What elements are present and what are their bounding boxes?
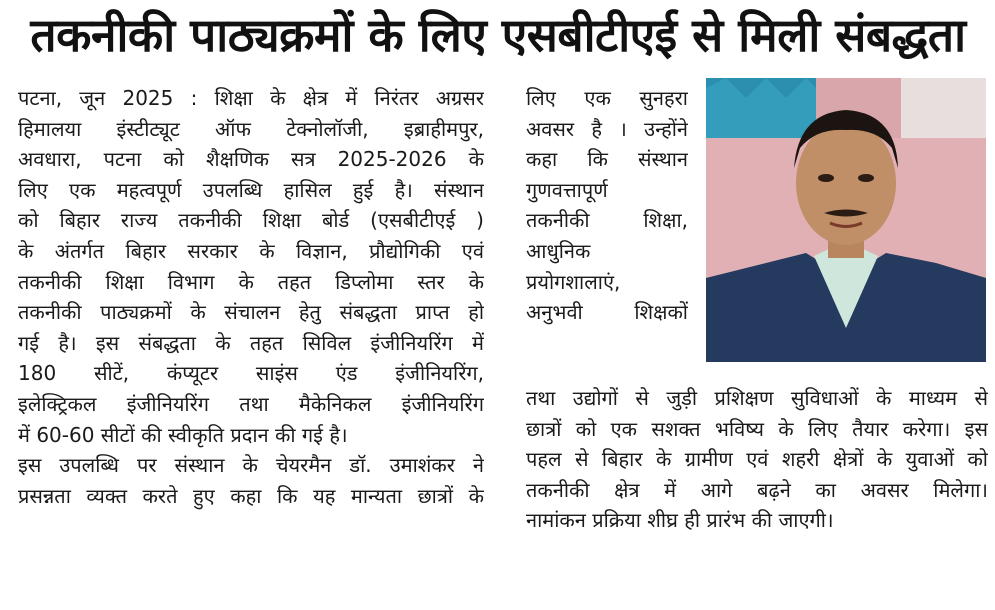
text-line: अवसर है । उन्होंने <box>526 116 688 141</box>
text-line: तकनीकी शिक्षा विभाग के तहत डिप्लोमा स्तर के <box>18 269 484 294</box>
article-right-wide-column <box>526 383 988 536</box>
text-line: 180 सीटें, कंप्यूटर साइंस एंड इंजीनियरिंग, <box>18 361 484 386</box>
text-line: लिए एक सुनहरा <box>526 86 688 110</box>
text-line: गई है। इस संबद्धता के तहत सिविल इंजीनियरिंग में <box>18 330 484 355</box>
chairman-portrait-photo <box>706 78 986 362</box>
text-line: नामांकन प्रक्रिया शीघ्र ही प्रारंभ की जाएगी। <box>526 508 834 533</box>
text-line: अवधारा, पटना को शैक्षणिक सत्र 2025-2026 के <box>18 147 484 172</box>
text-line: हिमालया इंस्टीट्यूट ऑफ टेक्नोलॉजी, इब्राहीमपुर, <box>18 116 484 141</box>
text-line: में 60-60 सीटों की स्वीकृति प्रदान की गई है। <box>18 422 348 447</box>
text-line: इस उपलब्धि पर संस्थान के चेयरमैन डॉ. उमाशंकर ने <box>18 453 484 478</box>
text-line: प्रसन्नता व्यक्त करते हुए कहा कि यह मान्यता छात्रों के <box>18 483 484 508</box>
text-line: के अंतर्गत बिहार सरकार के विज्ञान, प्रौद्योगिकी एवं <box>18 238 484 263</box>
article-right-narrow-column <box>526 83 688 328</box>
text-line: इलेक्ट्रिकल इंजीनियरिंग तथा मैकेनिकल इंजीनियरिंग <box>18 391 484 416</box>
text-line: पहल से बिहार के ग्रामीण एवं शहरी क्षेत्रों के युवाओं को <box>526 447 988 472</box>
text-line: तकनीकी शिक्षा, <box>526 208 688 233</box>
headline: तकनीकी पाठ्यक्रमों के लिए एसबीटीएई से मिली संबद्धता <box>30 8 966 62</box>
text-line: कहा कि संस्थान <box>526 147 688 172</box>
text-line: लिए एक महत्वपूर्ण उपलब्धि हासिल हुई है। संस्थान <box>18 177 484 202</box>
text-line: गुणवत्तापूर्ण <box>526 177 608 202</box>
text-line: अनुभवी शिक्षकों <box>526 300 688 325</box>
text-line: छात्रों को एक सशक्त भविष्य के लिए तैयार करेगा। इस <box>526 416 988 441</box>
text-line: पटना, जून 2025 : शिक्षा के क्षेत्र में निरंतर अग्रसर <box>18 86 484 110</box>
text-line: तकनीकी क्षेत्र में आगे बढ़ने का अवसर मिलेगा। <box>526 477 988 502</box>
article-left-column <box>18 83 484 511</box>
text-line: तकनीकी पाठ्यक्रमों के संचालन हेतु संबद्धता प्राप्त हो <box>18 300 484 325</box>
text-line: आधुनिक <box>526 238 591 263</box>
text-line: तथा उद्योगों से जुड़ी प्रशिक्षण सुविधाओं के माध्यम से <box>526 386 988 410</box>
text-line: को बिहार राज्य तकनीकी शिक्षा बोर्ड (एसबीटीएई ) <box>18 208 484 233</box>
text-line: प्रयोगशालाएं, <box>526 269 621 294</box>
